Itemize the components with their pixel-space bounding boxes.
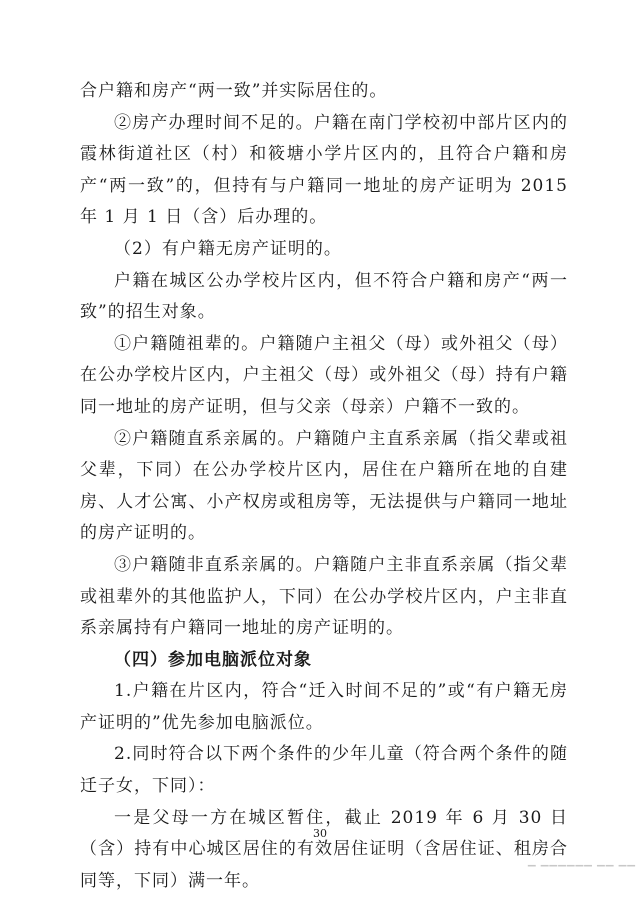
paragraph-5: ①户籍随祖辈的。户籍随户主祖父（母）或外祖父（母）在公办学校片区内，户主祖父（母）或外祖父（母）持有户籍同一地址的房产证明，但与父亲（母亲）户籍不一致的。 — [80, 333, 568, 417]
paragraph-6: ②户籍随直系亲属的。户籍随户主直系亲属（指父辈或祖父辈，下同）在公办学校片区内，居住在户籍所在地的自建房、人才公寓、小产权房或租房等，无法提供与户籍同一地址的房产证明的。 — [80, 428, 568, 544]
paragraph-3: （2）有户籍无房产证明的。 — [114, 238, 342, 259]
paragraph-2: ②房产办理时间不足的。户籍在南门学校初中部片区内的霞林街道社区（村）和筱塘小学片区内的，且符合户籍和房产“两一致”的，但持有与户籍同一地址的房产证明为 2015 年 1 月 1 日（含）后办理的。 — [80, 112, 568, 228]
paragraph-4: 户籍在城区公办学校片区内，但不符合户籍和房产“两一致”的招生对象。 — [80, 270, 568, 323]
page-number: 30 — [313, 827, 327, 840]
document-body — [80, 76, 568, 897]
section-heading: （四）参加电脑派位对象 — [114, 649, 312, 670]
paragraph-9: 1.户籍在片区内，符合“迁入时间不足的”或“有户籍无房产证明的”优先参加电脑派位。 — [80, 681, 568, 733]
watermark: ▁ ▁▁▁▁▁▁ ▁▁ ▁▁ — [527, 856, 636, 867]
paragraph-1: 合户籍和房产“两一致”并实际居住的。 — [80, 81, 388, 101]
paragraph-10: 2.同时符合以下两个条件的少年儿童（符合两个条件的随迁子女，下同）： — [80, 744, 568, 797]
paragraph-7: ③户籍随非直系亲属的。户籍随户主非直系亲属（指父辈或祖辈外的其他监护人，下同）在公办学校片区内，户主非直系亲属持有户籍同一地址的房产证明的。 — [80, 554, 568, 639]
paragraph-11: 一是父母一方在城区暂住，截止 2019 年 6 月 30 日（含）持有中心城区居住的有效居住证明（含居住证、租房合同等，下同）满一年。 — [80, 807, 568, 891]
